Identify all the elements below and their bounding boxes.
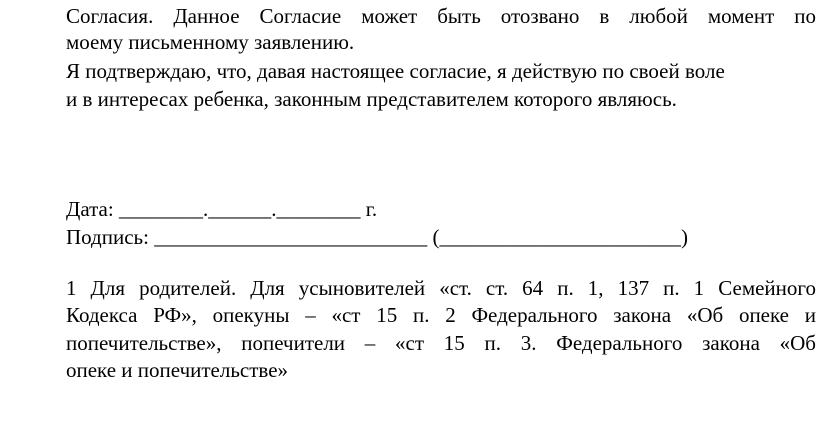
date-field: Дата: ________.______.________ г.: [66, 197, 378, 221]
consent-text-line-1: Согласия. Данное Согласие может быть отозвано в любой момент по: [66, 4, 816, 28]
confirmation-text-line-1: Я подтверждаю, что, давая настоящее согласие, я действую по своей воле: [66, 59, 725, 83]
footnote-line-4: опеке и попечительстве»: [66, 358, 289, 382]
footnote-line-3: попечительстве», попечители – «ст 15 п. 3. Федерального закона «Об: [66, 331, 816, 355]
footnote-line-1: 1 Для родителей. Для усыновителей «ст. ст. 64 п. 1, 137 п. 1 Семейного: [66, 276, 816, 300]
signature-field: Подпись: __________________________ (_______________________): [66, 225, 688, 249]
confirmation-text-line-2: и в интересах ребенка, законным представителем которого являюсь.: [66, 87, 677, 111]
footnote-line-2: Кодекса РФ», опекуны – «ст 15 п. 2 Федерального закона «Об опеке и: [66, 303, 816, 327]
consent-text-line-2: моему письменному заявлению.: [66, 30, 355, 54]
